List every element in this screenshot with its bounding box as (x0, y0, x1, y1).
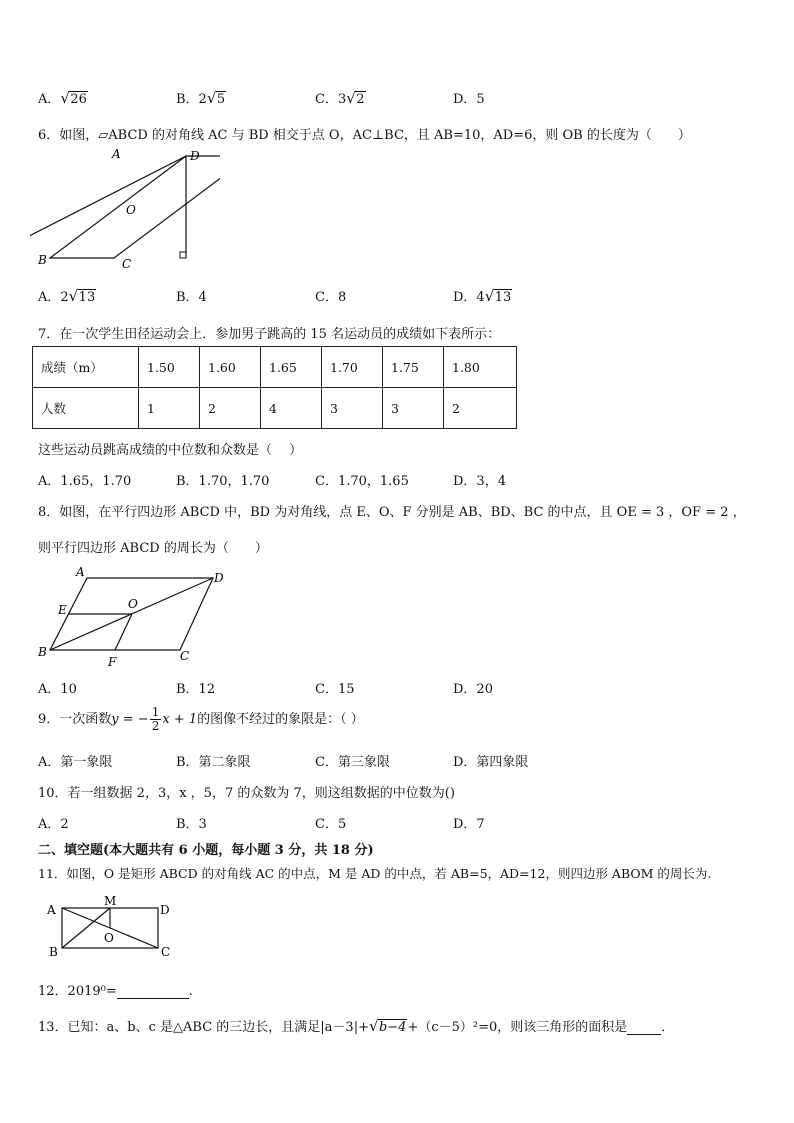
q6-parallelogram-figure (30, 146, 220, 274)
q13-stem: 13．已知：a、b、c 是△ABC 的三边长，且满足|a－3|+ √ b−4+（c－5）²=0，则该三角形的面积是 ． (38, 1017, 675, 1035)
q8-label-c: C (180, 649, 190, 663)
q8-label-b: B (38, 645, 47, 659)
q8-option-c: C．15 (315, 682, 355, 697)
q8-label-e: E (58, 603, 67, 617)
table-cell: 2 (444, 388, 517, 429)
q10-stem: 10．若一组数据 2，3，x ，5，7 的众数为 7，则这组数据的中位数为() (38, 786, 455, 801)
q8-label-f: F (108, 655, 117, 669)
q6-stem: 6．如图，▱ABCD 的对角线 AC 与 BD 相交于点 O，AC⊥BC，且 AB=10，AD=6，则 OB 的长度为（ ） (38, 128, 691, 143)
q5-option-b: B．2 √ 5 (176, 89, 226, 107)
q9-stem: 9．一次函数y = − $\frac{1}{2}$ x + 1的图像不经过的象限是：（ ） (38, 705, 364, 733)
q6-label-d: D (190, 149, 200, 163)
section-2-heading: 二、填空题(本大题共有 6 小题，每小题 3 分，共 18 分) (38, 843, 374, 858)
q8-parallelogram-figure (30, 562, 230, 672)
q6-label-a: A (112, 147, 121, 161)
q6-label-b: B (38, 253, 47, 267)
q11-label-c: C (161, 945, 171, 959)
q7-score-table (32, 346, 517, 429)
q10-option-d: D．7 (453, 817, 485, 832)
q7-option-c: C．1.70，1.65 (315, 474, 409, 489)
q8-option-b: B．12 (176, 682, 216, 697)
q11-label-m: M (104, 894, 117, 908)
table-cell: 1.75 (383, 347, 444, 388)
q5-option-c: C．3 √ 2 (315, 89, 365, 107)
q9-option-b: B．第二象限 (176, 755, 251, 770)
q10-option-a: A．2 (38, 817, 69, 832)
q5-option-d: D．5 (453, 92, 485, 107)
q6-option-d: D．4 √ 13 (453, 287, 512, 305)
q11-label-d: D (160, 903, 170, 917)
q11-rectangle-figure (40, 894, 180, 964)
q7-stem: 7．在一次学生田径运动会上．参加男子跳高的 15 名运动员的成绩如下表所示： (38, 327, 501, 342)
table-cell: 4 (261, 388, 322, 429)
q12-stem: 12．2019⁰= . (38, 984, 193, 999)
q9-option-d: D．第四象限 (453, 755, 529, 770)
q6-label-c: C (122, 257, 132, 271)
table-cell: 成绩（m） (33, 347, 139, 388)
q7-question: 这些运动员跳高成绩的中位数和众数是（ ） (38, 443, 303, 458)
q8-option-a: A．10 (38, 682, 77, 697)
q8-option-d: D．20 (453, 682, 493, 697)
q6-label-o: O (126, 203, 136, 217)
q11-label-a: A (47, 903, 56, 917)
q10-option-c: C．5 (315, 817, 347, 832)
q8-label-o: O (128, 597, 138, 611)
table-cell: 1.80 (444, 347, 517, 388)
q13-answer-blank[interactable] (627, 1034, 661, 1035)
q10-option-b: B．3 (176, 817, 207, 832)
q9-option-c: C．第三象限 (315, 755, 390, 770)
q12-answer-blank[interactable] (117, 998, 189, 999)
q8-stem-line1: 8．如图，在平行四边形 ABCD 中，BD 为对角线，点 E、O、F 分别是 AB、BD、BC 的中点，且 OE = 3 ，OF = 2 ， (38, 505, 746, 520)
table-cell: 2 (200, 388, 261, 429)
q7-option-b: B．1.70，1.70 (176, 474, 270, 489)
q6-option-a: A．2 √ 13 (38, 287, 96, 305)
table-cell: 1 (139, 388, 200, 429)
table-row (33, 347, 517, 388)
q6-option-b: B．4 (176, 290, 207, 305)
table-cell: 1.60 (200, 347, 261, 388)
q8-label-a: A (76, 565, 85, 579)
q7-option-d: D．3，4 (453, 474, 506, 489)
q8-stem-line2: 则平行四边形 ABCD 的周长为（ ） (38, 541, 268, 556)
q6-option-c: C．8 (315, 290, 347, 305)
table-row (33, 388, 517, 429)
q11-label-b: B (49, 945, 58, 959)
table-cell: 1.50 (139, 347, 200, 388)
q5-option-a: A． √ 26 (38, 89, 87, 107)
q11-label-o: O (104, 931, 114, 945)
table-cell: 3 (383, 388, 444, 429)
q11-stem: 11．如图，O 是矩形 ABCD 的对角线 AC 的中点，M 是 AD 的中点，若 AB=5，AD=12，则四边形 ABOM 的周长为. (38, 866, 712, 881)
table-cell: 1.70 (322, 347, 383, 388)
table-cell: 人数 (33, 388, 139, 429)
table-cell: 3 (322, 388, 383, 429)
q7-option-a: A．1.65，1.70 (38, 474, 132, 489)
q9-option-a: A．第一象限 (38, 755, 113, 770)
q8-label-d: D (214, 571, 224, 585)
table-cell: 1.65 (261, 347, 322, 388)
